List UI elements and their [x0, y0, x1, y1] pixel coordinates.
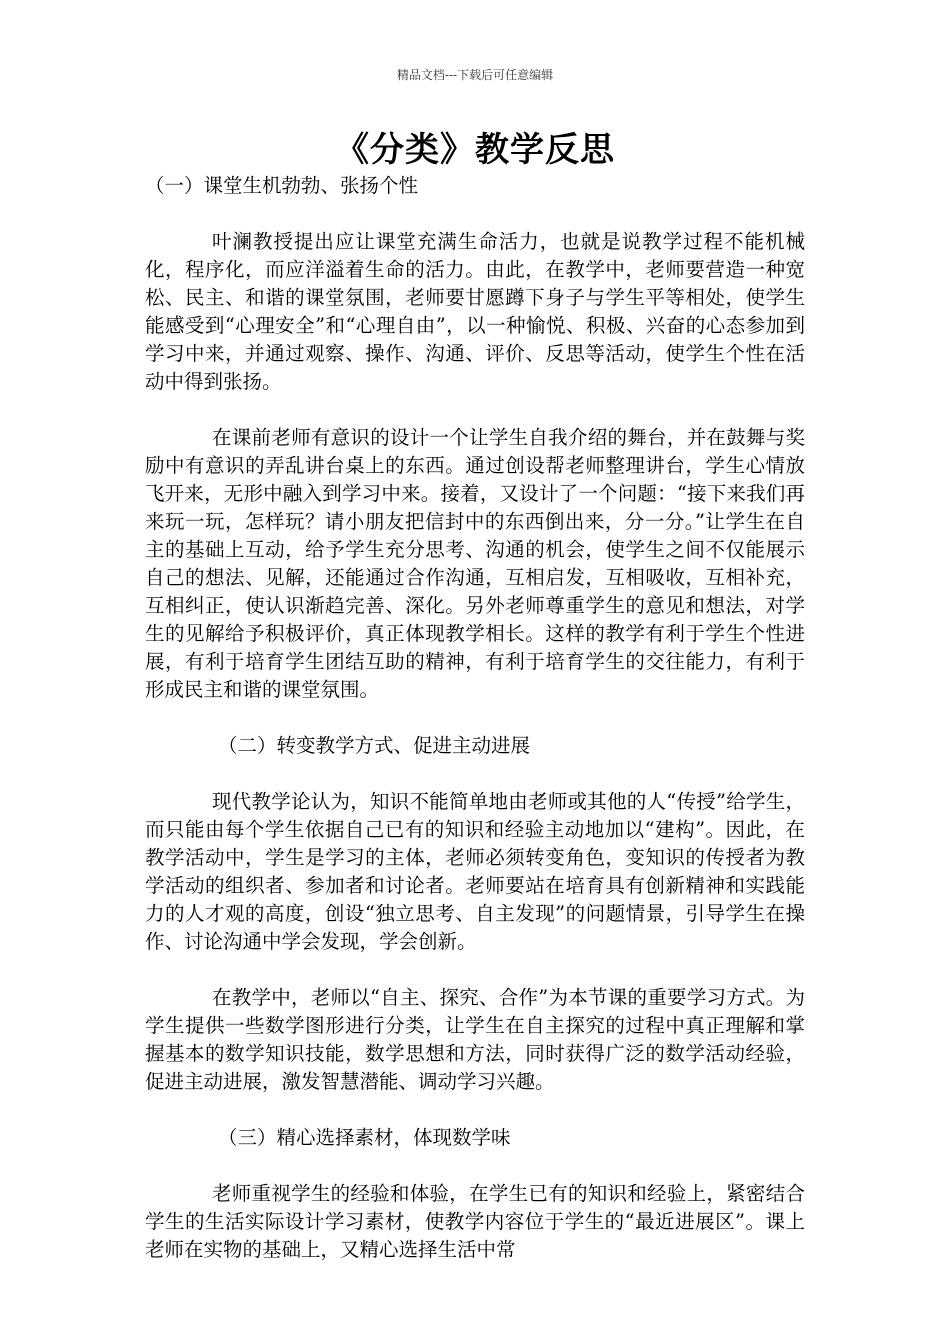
- section-heading-3: （三）精心选择素材，体现数学味: [218, 1126, 511, 1149]
- header-note: 精品文档---下载后可任意编辑: [396, 68, 554, 82]
- section-1-paragraph-1: 叶澜教授提出应让课堂充满生命活力，也就是说教学过程不能机械化，程序化，而应洋溢着生命的活力。由此，在教学中，老师要营造一种宽松、民主、和谐的课堂氛围，老师要甘愿蹲下身子与学生平等相处，使学生能感受到“心理安全”和“心理自由”，以一种愉悦、积极、兴奋的心态参加到学习中来，并通过观察、操作、沟通、评价、反思等活动，使学生个性在活动中得到张扬。: [145, 230, 805, 393]
- document-title: 《分类》教学反思: [335, 130, 615, 170]
- section-heading-2: （二）转变教学方式、促进主动进展: [218, 734, 531, 757]
- document-body: [145, 172, 805, 1292]
- section-2-paragraph-1: 现代教学论认为，知识不能简单地由老师或其他的人“传授”给学生，而只能由每个学生依据自己已有的知识和经验主动地加以“建构”。因此，在教学活动中，学生是学习的主体，老师必须转变角色，变知识的传授者为教学活动的组织者、参加者和讨论者。老师要站在培育具有创新精神和实践能力的人才观的高度，创设“独立思考、自主发现”的问题情景，引导学生在操作、讨论沟通中学会发现，学会创新。: [145, 790, 805, 953]
- section-3-paragraph-1: 老师重视学生的经验和体验，在学生已有的知识和经验上，紧密结合学生的生活实际设计学习素材，使教学内容位于学生的“最近进展区”。课上老师在实物的基础上，又精心选择生活中常: [145, 1182, 805, 1261]
- section-2-paragraph-2: 在教学中，老师以“自主、探究、合作”为本节课的重要学习方式。为学生提供一些数学图形进行分类，让学生在自主探究的过程中真正理解和掌握基本的数学知识技能，数学思想和方法，同时获得广泛的数学活动经验，促进主动进展，激发智慧潜能、调动学习兴趣。: [145, 986, 805, 1093]
- section-1-paragraph-2: 在课前老师有意识的设计一个让学生自我介绍的舞台，并在鼓舞与奖励中有意识的弄乱讲台桌上的东西。通过创设帮老师整理讲台，学生心情放飞开来，无形中融入到学习中来。接着，又设计了一个问题：“接下来我们再来玩一玩，怎样玩？请小朋友把信封中的东西倒出来，分一分。”让学生在自主的基础上互动，给予学生充分思考、沟通的机会，使学生之间不仅能展示自己的想法、见解，还能通过合作沟通，互相启发，互相吸收，互相补充，互相纠正，使认识渐趋完善、深化。另外老师尊重学生的意见和想法，对学生的见解给予积极评价，真正体现教学相长。这样的教学有利于学生个性进展，有利于培育学生团结互助的精神，有利于培育学生的交往能力，有利于形成民主和谐的课堂氛围。: [145, 426, 805, 701]
- section-heading-1: （一）课堂生机勃勃、张扬个性: [145, 174, 419, 197]
